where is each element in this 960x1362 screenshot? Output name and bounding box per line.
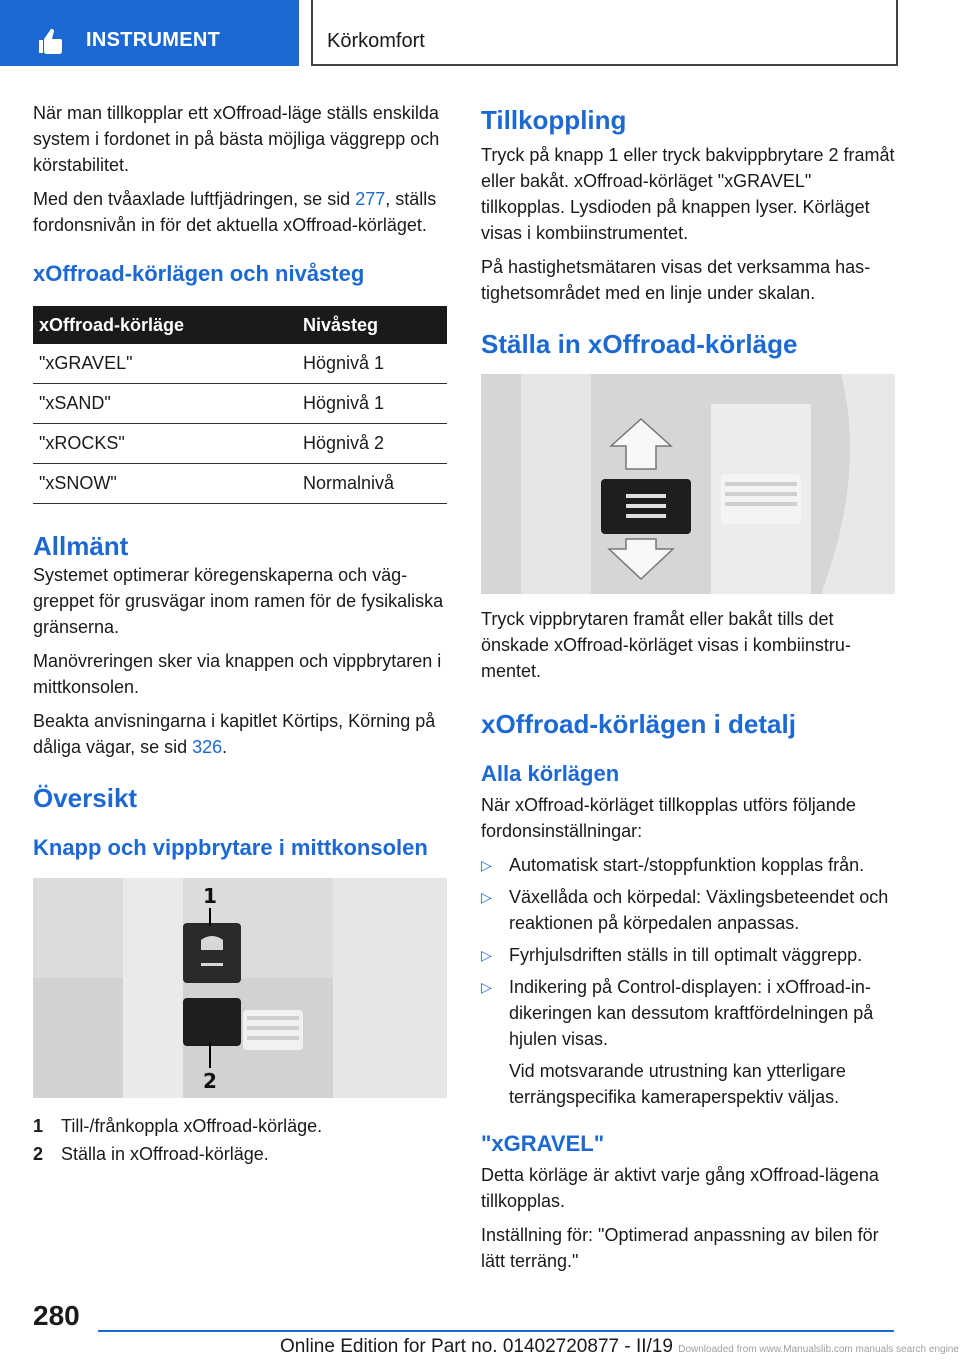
footer-edition: Online Edition for Part no. 01402720877 - II/19 Downloaded from www.Manualslib.com manuals search engine <box>280 1336 959 1357</box>
footer-watermark: Downloaded from www.Manualslib.com manuals search engine <box>678 1344 959 1355</box>
general-paragraph-2: Manövreringen sker via knappen och vippbrytaren i mittkonsolen. <box>33 651 442 697</box>
table-row: "xSNOW" Normalnivå <box>33 464 447 504</box>
activation-heading: Tillkoppling <box>481 105 627 135</box>
rocker-illustration <box>481 374 895 594</box>
chapter-title: Körkomfort <box>327 30 425 52</box>
gravel-heading: "xGRAVEL" <box>481 1131 605 1156</box>
triangle-bullet-icon: ▷ <box>481 857 492 873</box>
triangle-bullet-icon: ▷ <box>481 889 492 905</box>
all-modes-paragraph: När xOffroad-körläget tillkopplas utförs följande fordonsinställningar: <box>481 795 856 841</box>
intro-paragraph-2: Med den tvåaxlade luftfjädringen, se sid 277, ställs fordonsnivån in för det aktuella xOffroad-körläget. <box>33 189 437 235</box>
console-photo <box>33 878 447 1098</box>
table-row: "xSAND" Högnivå 1 <box>33 384 447 424</box>
table-header-level: Nivåsteg <box>297 306 447 344</box>
settings-list <box>481 852 895 1110</box>
bullet-note: Vid motsvarande utrustning kan ytterligare terrängspecifika kameraperspektiv väljas. <box>509 1061 846 1107</box>
hand-pointer-icon <box>38 27 66 55</box>
table-heading: xOffroad-körlägen och nivåsteg <box>33 261 365 286</box>
console-heading: Knapp och vippbrytare i mittkonsolen <box>33 835 428 860</box>
list-item: ▷ Automatisk start-/stoppfunktion kopplas från. <box>481 852 895 878</box>
rocker-photo <box>481 374 895 594</box>
general-paragraph-1: Systemet optimerar köregenskaperna och väggreppet för grusvägar inom ramen för de fysikaliska gränserna. <box>33 565 444 637</box>
gravel-paragraph-1: Detta körläge är aktivt varje gång xOffroad-lägena tillkopplas. <box>481 1165 879 1211</box>
footer-divider <box>98 1330 894 1332</box>
list-item: ▷ Indikering på Control-displayen: i xOffroad-indikeringen kan dessutom kraftfördelningen på hjulen visas. Vid motsvarande utrustning kan ytterligare terrängspecifika kameraperspektiv väljas. <box>481 974 895 1110</box>
intro-paragraph-1: När man tillkopplar ett xOffroad-läge ställs enskilda system i fordonet in på bästa möjliga väggrepp och körstabilitet. <box>33 103 440 175</box>
general-heading: Allmänt <box>33 531 129 561</box>
activation-paragraph-1: Tryck på knapp 1 eller tryck bakvippbrytare 2 framåt eller bakåt. xOffroad-körläget "xGRAVEL" tillkopplas. Lysdioden på knappen lyser. Körläget visas i kombiinstrumentet. <box>481 145 895 243</box>
left-column <box>33 100 447 1168</box>
list-item: 2 Ställa in xOffroad-körläge. <box>33 1144 269 1164</box>
table-row: "xROCKS" Högnivå 2 <box>33 424 447 464</box>
overview-heading: Översikt <box>33 783 138 813</box>
table-row: "xGRAVEL" Högnivå 1 <box>33 344 447 384</box>
page-link-277[interactable]: 277 <box>355 189 386 209</box>
list-item: ▷ Växellåda och körpedal: Växlingsbeteendet och reaktionen på körpedalen anpassas. <box>481 884 895 936</box>
modes-table <box>33 306 447 504</box>
photo-label-1: 1 <box>203 884 217 908</box>
set-heading: Ställa in xOffroad-körläge <box>481 329 798 359</box>
list-item: 1 Till-/frånkoppla xOffroad-körläge. <box>33 1116 323 1136</box>
page-number: 280 <box>33 1300 80 1331</box>
triangle-bullet-icon: ▷ <box>481 947 492 963</box>
chapter-header <box>311 0 898 66</box>
all-modes-heading: Alla körlägen <box>481 761 620 786</box>
console-illustration <box>33 878 447 1098</box>
gravel-paragraph-2: Inställning för: "Optimerad anpassning av bilen för lätt terräng." <box>481 1225 879 1271</box>
detail-heading: xOffroad-körlägen i detalj <box>481 709 796 739</box>
activation-paragraph-2: På hastighetsmätaren visas det verksamma hastighetsområdet med en linje under skalan. <box>481 257 871 303</box>
set-paragraph-1: Tryck vippbrytaren framåt eller bakåt tills det önskade xOffroad-körläget visas i kombiinstrumentet. <box>481 609 851 681</box>
triangle-bullet-icon: ▷ <box>481 979 492 995</box>
table-header-mode: xOffroad-körläge <box>33 306 297 344</box>
section-tab[interactable] <box>0 0 299 66</box>
photo-label-2: 2 <box>203 1069 217 1093</box>
callout-list <box>33 1112 447 1168</box>
right-column <box>481 100 895 1282</box>
general-paragraph-3: Beakta anvisningarna i kapitlet Körtips, Körning på dåliga vägar, se sid 326. <box>33 711 436 757</box>
page-link-326[interactable]: 326 <box>192 737 223 757</box>
list-item: ▷ Fyrhjulsdriften ställs in till optimalt väggrepp. <box>481 942 895 968</box>
section-label: INSTRUMENT <box>86 29 221 51</box>
